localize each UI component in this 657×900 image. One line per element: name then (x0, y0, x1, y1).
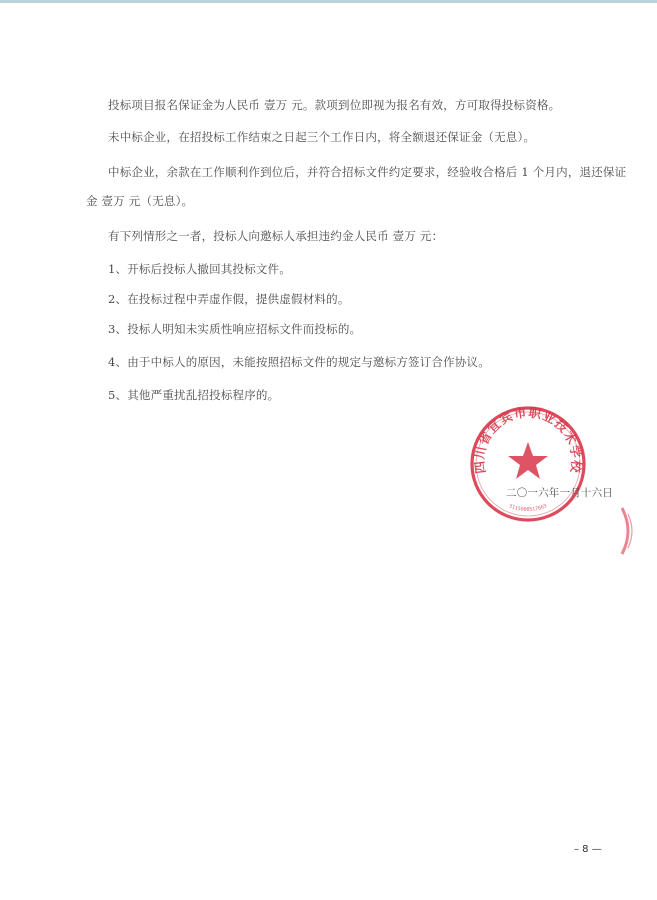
partial-seal-mark (618, 506, 638, 556)
list-item: 5、其他严重扰乱招投标程序的。 (108, 388, 280, 402)
list-item: 3、投标人明知未实质性响应招标文件而投标的。 (108, 322, 362, 336)
seal-star-icon (508, 442, 548, 479)
paragraph-deposit: 投标项目报名保证金为人民币 壹万 元。款项到位即视为报名有效，方可取得投标资格。 (108, 98, 561, 112)
paragraph-refund-winner-line1: 中标企业，余款在工作顺利作到位后，并符合招标文件约定要求，经验收合格后 1 个月内，退还保证 (108, 165, 627, 179)
official-seal (468, 404, 588, 524)
paragraph-penalty-intro: 有下列情形之一者，投标人向邀标人承担违约金人民币 壹万 元： (108, 229, 444, 243)
list-item: 4、由于中标人的原因，未能按照招标文件的规定与邀标方签订合作协议。 (108, 355, 490, 369)
list-item: 1、开标后投标人撤回其投标文件。 (108, 262, 292, 276)
scan-top-edge (0, 0, 657, 3)
signature-date: 二〇一六年一月十六日 (506, 487, 613, 499)
seal-text: 四川省宜宾市职业技术学校 (471, 404, 585, 475)
paragraph-refund-winner-line2: 金 壹万 元（无息）。 (86, 194, 194, 208)
seal-serial: 5115000517663 (508, 503, 548, 514)
svg-text:5115000517663 (508, 503, 548, 513)
paragraph-refund-unsuccessful: 未中标企业，在招投标工作结束之日起三个工作日内，将全额退还保证金（无息）。 (108, 130, 536, 144)
page-number: – 8 — (574, 844, 602, 855)
list-item: 2、在投标过程中弄虚作假，提供虚假材料的。 (108, 292, 350, 306)
